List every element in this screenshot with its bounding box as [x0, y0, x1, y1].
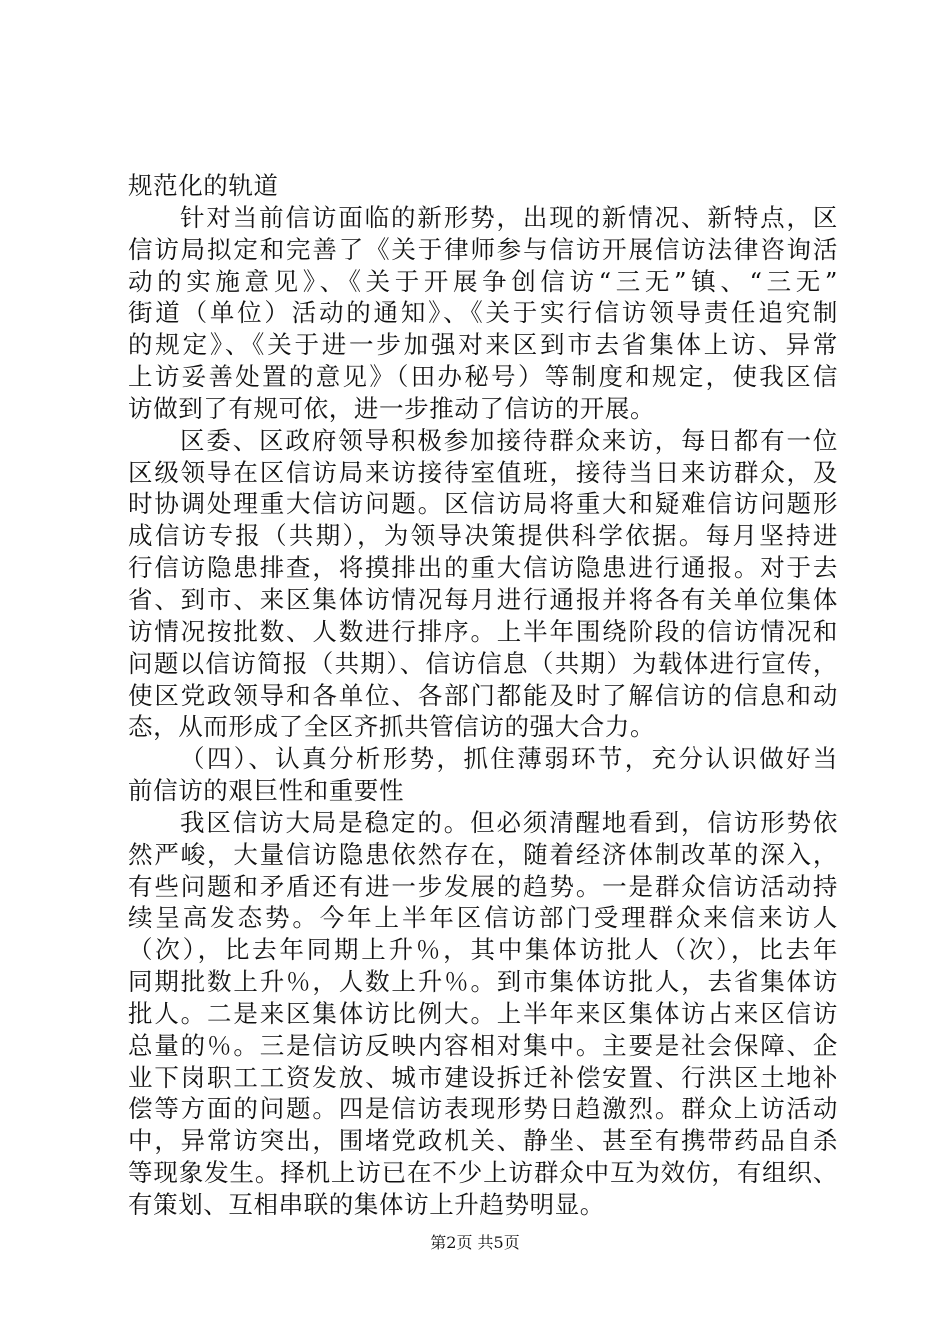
- text-line: 省、到市、来区集体访情况每月进行通报并将各有关单位集体: [128, 585, 838, 614]
- text-line: 使区党政领导和各单位、各部门都能及时了解信访的信息和动: [128, 681, 838, 710]
- text-line: 有些问题和矛盾还有进一步发展的趋势。一是群众信访活动持: [128, 872, 838, 901]
- text-line: 访情况按批数、人数进行排序。上半年围绕阶段的信访情况和: [128, 617, 838, 646]
- text-line: 总量的％。三是信访反映内容相对集中。主要是社会保障、企: [128, 1031, 838, 1060]
- text-line: 区级领导在区信访局来访接待室值班，接待当日来访群众，及: [128, 458, 838, 487]
- text-line: 动的实施意见》、《关于开展争创信访“三无”镇、“三无”: [128, 267, 838, 296]
- text-line: （次），比去年同期上升％，其中集体访批人（次），比去年: [128, 935, 838, 964]
- text-line: 等现象发生。择机上访已在不少上访群众中互为效仿，有组织、: [128, 1158, 838, 1187]
- text-line: 中，异常访突出，围堵党政机关、静坐、甚至有携带药品自杀: [128, 1126, 838, 1155]
- paragraph-first-line: 针对当前信访面临的新形势，出现的新情况、新特点，区: [180, 203, 838, 232]
- text-line: 上访妥善处置的意见》（田办秘号）等制度和规定，使我区信: [128, 362, 838, 391]
- text-line: 街道（单位）活动的通知》、《关于实行信访领导责任追究制: [128, 298, 838, 327]
- text-line: 然严峻，大量信访隐患依然存在，随着经济体制改革的深入，: [128, 840, 838, 869]
- text-line: 有策划、互相串联的集体访上升趋势明显。: [128, 1190, 605, 1219]
- page-number-footer: 第2页 共5页: [430, 1233, 520, 1252]
- text-line: 批人。二是来区集体访比例大。上半年来区集体访占来区信访: [128, 999, 838, 1028]
- text-line: 偿等方面的问题。四是信访表现形势日趋激烈。群众上访活动: [128, 1094, 838, 1123]
- text-line: 时协调处理重大信访问题。区信访局将重大和疑难信访问题形: [128, 489, 838, 518]
- paragraph-first-line: 区委、区政府领导积极参加接待群众来访，每日都有一位: [180, 426, 838, 455]
- text-line: 信访局拟定和完善了《关于律师参与信访开展信访法律咨询活: [128, 235, 838, 264]
- text-line: 续呈高发态势。今年上半年区信访部门受理群众来信来访人: [128, 903, 838, 932]
- text-line: 同期批数上升％，人数上升％。到市集体访批人，去省集体访: [128, 967, 838, 996]
- text-line: 的规定》、《关于进一步加强对来区到市去省集体上访、异常: [128, 330, 838, 359]
- text-line: 业下岗职工工资发放、城市建设拆迁补偿安置、行洪区土地补: [128, 1063, 838, 1092]
- section-heading-line: 前信访的艰巨性和重要性: [128, 776, 405, 805]
- text-line: 规范化的轨道: [128, 171, 279, 200]
- paragraph-first-line: 我区信访大局是稳定的。但必须清醒地看到，信访形势依: [180, 808, 838, 837]
- text-line: 成信访专报（共期），为领导决策提供科学依据。每月坚持进: [128, 521, 838, 550]
- text-line: 行信访隐患排查，将摸排出的重大信访隐患进行通报。对于去: [128, 553, 838, 582]
- text-line: 访做到了有规可依，进一步推动了信访的开展。: [128, 394, 656, 423]
- section-heading-line: （四）、认真分析形势，抓住薄弱环节，充分认识做好当: [180, 744, 838, 773]
- text-line: 问题以信访简报（共期）、信访信息（共期）为载体进行宣传，: [128, 649, 838, 678]
- text-line: 态，从而形成了全区齐抓共管信访的强大合力。: [128, 712, 656, 741]
